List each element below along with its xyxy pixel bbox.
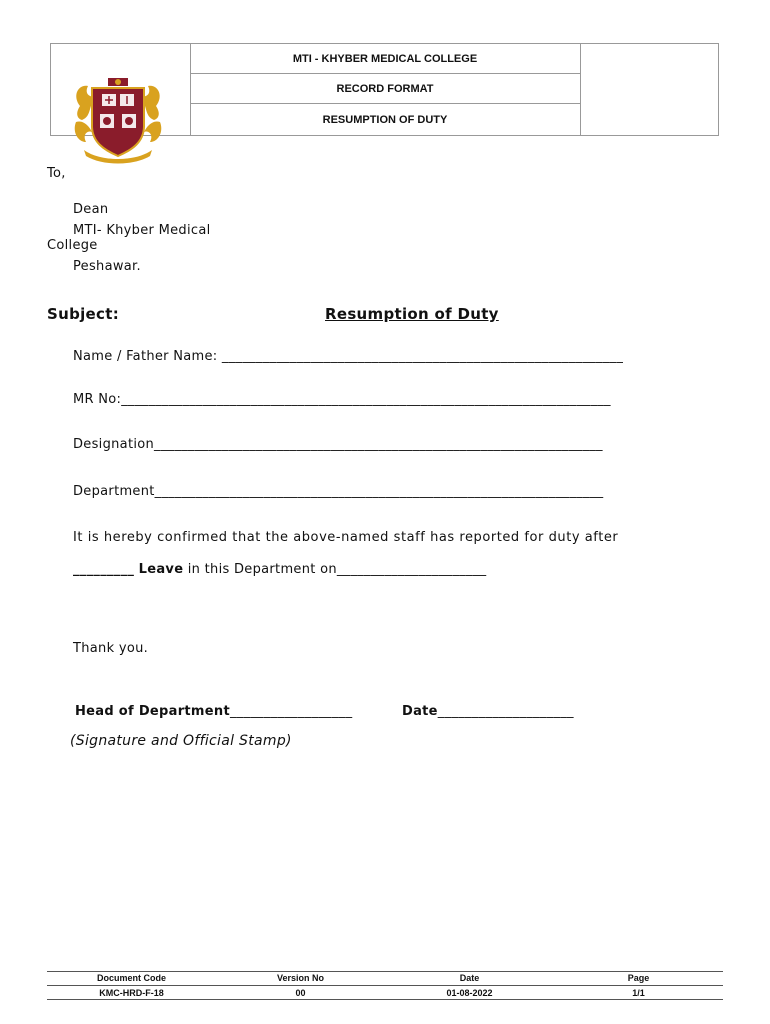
leave-label: Leave	[138, 562, 184, 577]
addressee-title: Dean	[73, 202, 109, 217]
addressee-city: Peshawar.	[73, 259, 141, 274]
date-signature-line	[402, 704, 574, 719]
footer-header-version: Version No	[276, 973, 324, 983]
hod-label: Head of Department	[75, 704, 230, 719]
addressee-institution: MTI- Khyber Medical	[73, 223, 211, 238]
record-format-label: RECORD FORMAT	[190, 74, 580, 104]
footer-page: 1/1	[632, 988, 645, 998]
confirmation-text: It is hereby confirmed that the above-named staff has reported for duty after	[73, 530, 619, 545]
to-line: To,	[47, 166, 66, 181]
department-field: Department__________________________________________________________________	[73, 484, 604, 499]
hod-blank: __________________	[229, 704, 353, 719]
thank-you-text: Thank you.	[73, 641, 149, 656]
footer-header-date: Date	[459, 973, 480, 983]
footer-header-page: Page	[627, 973, 650, 983]
org-name: MTI - KHYBER MEDICAL COLLEGE	[190, 44, 580, 74]
leave-type-blank: _________	[73, 562, 135, 577]
document-title: Resumption of Duty	[325, 305, 499, 323]
hod-signature-line	[75, 704, 352, 719]
date-blank: ____________________	[437, 704, 574, 719]
subject-label: Subject:	[47, 305, 119, 323]
footer-version: 00	[295, 988, 306, 998]
addressee-institution-cont: College	[47, 238, 98, 253]
leave-line	[73, 562, 486, 577]
designation-field: Designation__________________________________________________________________	[73, 437, 603, 452]
footer-doc-code: KMC-HRD-F-18	[99, 988, 164, 998]
footer-date: 01-08-2022	[446, 988, 493, 998]
document-footer	[47, 971, 723, 1000]
form-name: RESUMPTION OF DUTY	[322, 113, 448, 126]
mr-no-field: MR No:________________________________________________________________________	[73, 392, 611, 407]
header-right-cell	[580, 44, 719, 135]
footer-bottom-rule	[47, 999, 723, 1000]
department-date-text: in this Department on______________________	[187, 562, 487, 577]
signature-stamp-note: (Signature and Official Stamp)	[70, 733, 292, 749]
footer-top-rule	[47, 971, 723, 972]
date-label: Date	[402, 704, 438, 719]
footer-header-doc-code: Document Code	[96, 973, 166, 983]
header-title-cells	[190, 44, 580, 135]
college-crest-logo	[70, 76, 166, 164]
name-father-name-field: Name / Father Name: ___________________________________________________________	[73, 349, 624, 364]
footer-mid-rule	[47, 985, 723, 986]
